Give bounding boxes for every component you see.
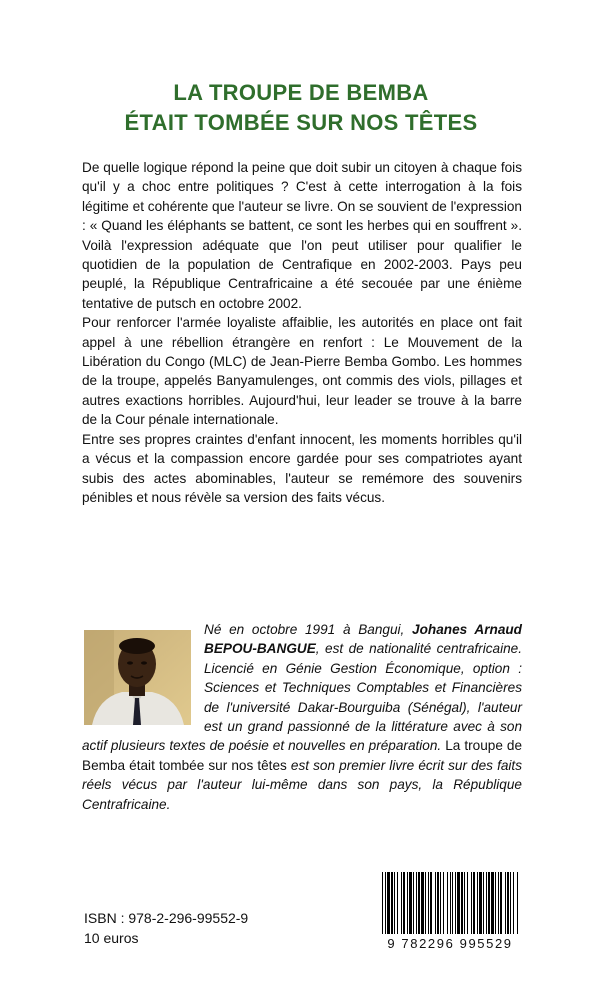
barcode-bar [397,872,398,934]
isbn-number: ISBN : 978-2-296-99552-9 [84,910,249,926]
barcode-bar [455,872,456,934]
barcode-bar [447,872,448,934]
barcode-bar [473,872,475,934]
barcode-bar [440,872,441,934]
barcode-bar [428,872,429,934]
barcode-bar [413,872,414,934]
barcode-bar [495,872,496,934]
bio-text: est son premier livre écrit sur des faits réels vécus par l'auteur lui-même dans son pays, la République Centrafricaine. [82,757,522,812]
barcode-bar [477,872,478,934]
barcode-bar [452,872,453,934]
barcode-bar [479,872,482,934]
barcode-bar [450,872,451,934]
barcode-bar [425,872,426,934]
barcode-bar [401,872,402,934]
synopsis-paragraph: Entre ses propres craintes d'enfant innocent, les moments horribles qu'il a vécus et la compassion encore gardée pour ses compatriotes ayant subis des actes abominables, l'auteur se remémore des souvenirs pénibles et nous révèle sa version des faits vécus. [82,431,522,505]
author-name: Johanes Arnaud BEPOU-BANGUE [204,622,522,657]
photo-spacer [82,620,204,736]
barcode-digits: 9 782296 995529 [387,936,513,951]
barcode-bar [403,872,405,934]
barcode-bar [505,872,506,934]
barcode-bar [421,872,424,934]
bio-text: Né en octobre 1991 à Bangui, [204,622,413,637]
barcode-bar [498,872,499,934]
title-line-2: ÉTAIT TOMBÉE SUR NOS TÊTES [124,110,478,135]
barcode-bar [500,872,502,934]
barcode-bar [486,872,487,934]
price: 10 euros [84,930,139,946]
barcode-bar [387,872,390,934]
barcode-bar [394,872,395,934]
barcode-bar [391,872,393,934]
barcode-bar [385,872,386,934]
book-title [0,78,602,138]
bio-text: , est de nationalité centrafricaine. Licencié en Génie Gestion Économique, option : Sciences et Techniques Comptables et Financières de l'université Dakar-Bourguiba (Sénégal), l'auteur est un grand passionné de la littérature avec à son actif plusieurs textes de poésie et nouvelles en préparation. [82,641,522,754]
barcode-bar [471,872,472,934]
barcode-bar [382,872,383,934]
synopsis [82,158,522,507]
synopsis-paragraph: Pour renforcer l'armée loyaliste affaiblie, les autorités en place ont fait appel à une rébellion étrangère en renfort : Le Mouvement de la Libération du Congo (MLC) de Jean-Pierre Bemba Gombo. Les hommes de la troupe, appelés Banyamulenges, ont commis des viols, pillages et autres exactions horribles. Aujourd'hui, leur leader se trouve à la barre de la Cour pénale internationale. [82,315,522,428]
barcode-bar [457,872,460,934]
barcode-bar [435,872,436,934]
barcode-bar [416,872,417,934]
barcode-bar [483,872,484,934]
barcode-bar [461,872,463,934]
barcode-bar [437,872,439,934]
barcode-bar [517,872,518,934]
barcode-bar [464,872,465,934]
barcode-bar [491,872,494,934]
barcode-bar [409,872,412,934]
barcode-bar [407,872,408,934]
synopsis-paragraph: De quelle logique répond la peine que doit subir un citoyen à chaque fois qu'il y a choc entre politiques ? C'est à cette interrogation à la fois légitime et cohérente que l'auteur se livre. On se souvient de l'expression : « Quand les éléphants se battent, ce sont les herbes qui en souffrent ». Voilà l'expression adéquate que l'on peut utiliser pour qualifier le quotidien de la population de Centrafique en 2002-2003. Pays peu peuplé, la République Centrafricaine a été secouée par une énième tentative de putsch en octobre 2002. [82,160,522,311]
barcode-bar [443,872,444,934]
barcode-bar [467,872,468,934]
book-title-inline: La troupe de Bemba était tombée sur nos têtes [82,738,523,773]
isbn-block [84,908,248,948]
barcode-bar [510,872,511,934]
author-bio [82,620,522,814]
barcode-bar [418,872,420,934]
barcode-bar [513,872,514,934]
title-line-1: LA TROUPE DE BEMBA [173,80,429,105]
barcode-bar [507,872,509,934]
barcode-bar [488,872,490,934]
barcode-bar [430,872,432,934]
